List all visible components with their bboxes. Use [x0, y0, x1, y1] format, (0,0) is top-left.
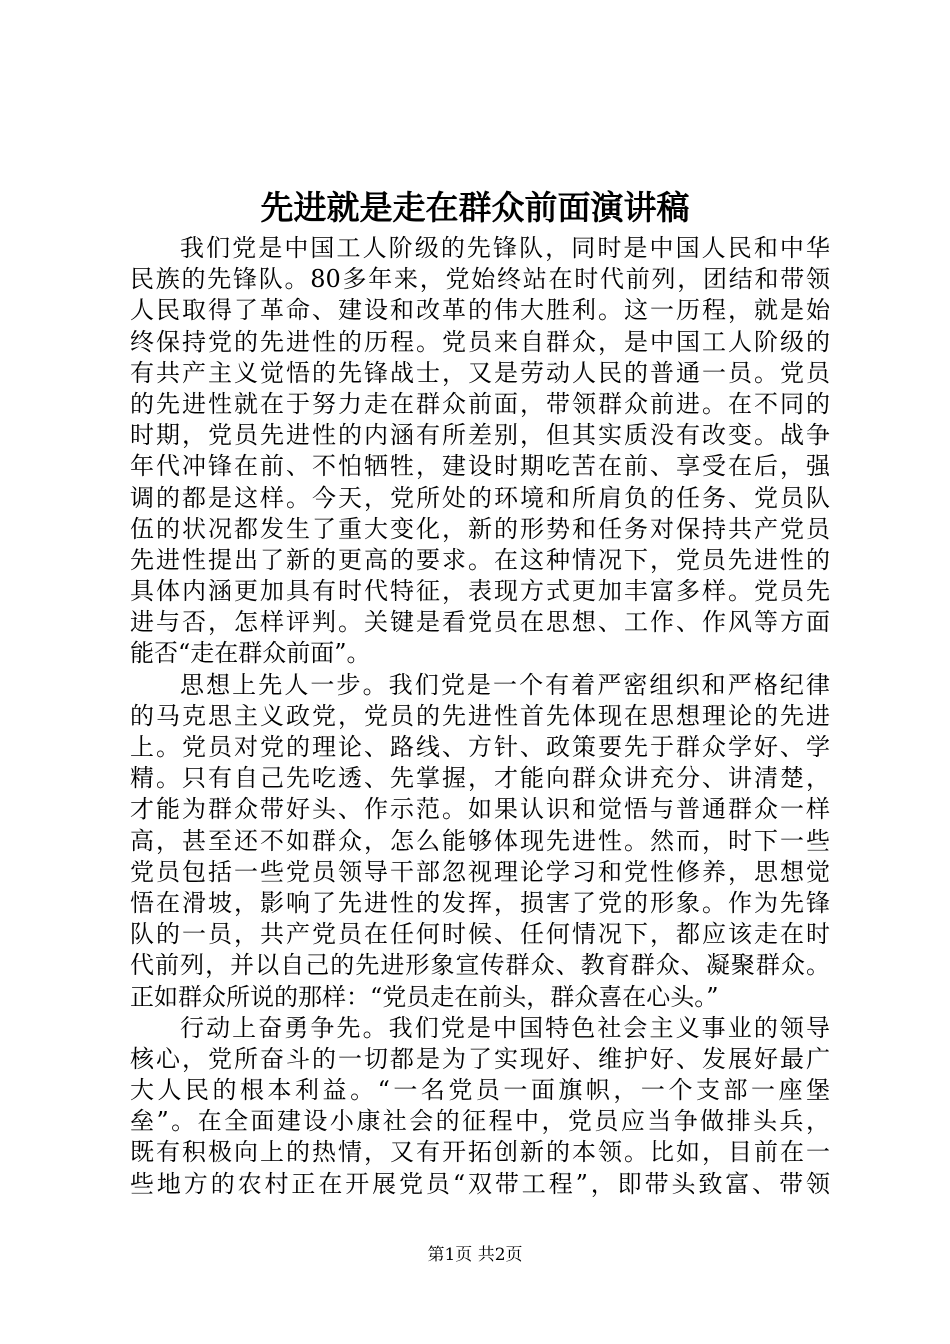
text-line: 代前列，并以自己的先进形象宣传群众、教育群众、凝聚群众。 [130, 951, 830, 980]
text-line: 年代冲锋在前、不怕牺牲，建设时期吃苦在前、享受在后，强 [130, 452, 830, 481]
text-line: 调的都是这样。今天，党所处的环境和所肩负的任务、党员队 [130, 483, 830, 512]
text-line: 精。只有自己先吃透、先掌握，才能向群众讲充分、讲清楚， [130, 764, 830, 793]
text-line: 党员包括一些党员领导干部忽视理论学习和党性修养，思想觉 [130, 857, 830, 886]
page-footer: 第1页 共2页 [427, 1245, 523, 1265]
text-line: 的马克思主义政党，党员的先进性首先体现在思想理论的先进 [130, 701, 830, 730]
text-line: 民族的先锋队。80多年来，党始终站在时代前列，团结和带领 [130, 265, 830, 294]
text-line: 垒”。在全面建设小康社会的征程中，党员应当争做排头兵， [130, 1107, 830, 1136]
text-line: 人民取得了革命、建设和改革的伟大胜利。这一历程，就是始 [130, 296, 830, 325]
text-line: 能否“走在群众前面”。 [130, 639, 371, 668]
text-line: 终保持党的先进性的历程。党员来自群众，是中国工人阶级的 [130, 327, 830, 356]
text-line: 伍的状况都发生了重大变化，新的形势和任务对保持共产党员 [130, 514, 830, 543]
text-line: 时期，党员先进性的内涵有所差别，但其实质没有改变。战争 [130, 421, 830, 450]
text-line: 思想上先人一步。我们党是一个有着严密组织和严格纪律 [180, 670, 830, 699]
text-line: 些地方的农村正在开展党员“双带工程”，即带头致富、带领 [130, 1169, 830, 1198]
text-line: 的先进性就在于努力走在群众前面，带领群众前进。在不同的 [130, 389, 830, 418]
text-line: 才能为群众带好头、作示范。如果认识和觉悟与普通群众一样 [130, 795, 830, 824]
text-line: 有共产主义觉悟的先锋战士，又是劳动人民的普通一员。党员 [130, 358, 830, 387]
text-line: 进与否，怎样评判。关键是看党员在思想、工作、作风等方面 [130, 608, 830, 637]
text-line: 悟在滑坡，影响了先进性的发挥，损害了党的形象。作为先锋 [130, 888, 830, 917]
text-line: 具体内涵更加具有时代特征，表现方式更加丰富多样。党员先 [130, 577, 830, 606]
text-line: 既有积极向上的热情，又有开拓创新的本领。比如，目前在一 [130, 1138, 830, 1167]
text-line: 我们党是中国工人阶级的先锋队，同时是中国人民和中华 [180, 234, 830, 262]
text-line: 核心，党所奋斗的一切都是为了实现好、维护好、发展好最广 [130, 1044, 830, 1073]
text-line: 队的一员，共产党员在任何时候、任何情况下，都应该走在时 [130, 920, 830, 949]
text-line: 高，甚至还不如群众，怎么能够体现先进性。然而，时下一些 [130, 826, 830, 855]
document-body [130, 233, 830, 1200]
text-line: 行动上奋勇争先。我们党是中国特色社会主义事业的领导 [180, 1013, 830, 1042]
text-line: 大人民的根本利益。“一名党员一面旗帜，一个支部一座堡 [130, 1076, 830, 1105]
document-title: 先进就是走在群众前面演讲稿 [260, 188, 690, 227]
text-line: 正如群众所说的那样：“党员走在前头，群众喜在心头。” [130, 982, 719, 1011]
text-line: 先进性提出了新的更高的要求。在这种情况下，党员先进性的 [130, 545, 830, 574]
text-line: 上。党员对党的理论、路线、方针、政策要先于群众学好、学 [130, 733, 830, 761]
